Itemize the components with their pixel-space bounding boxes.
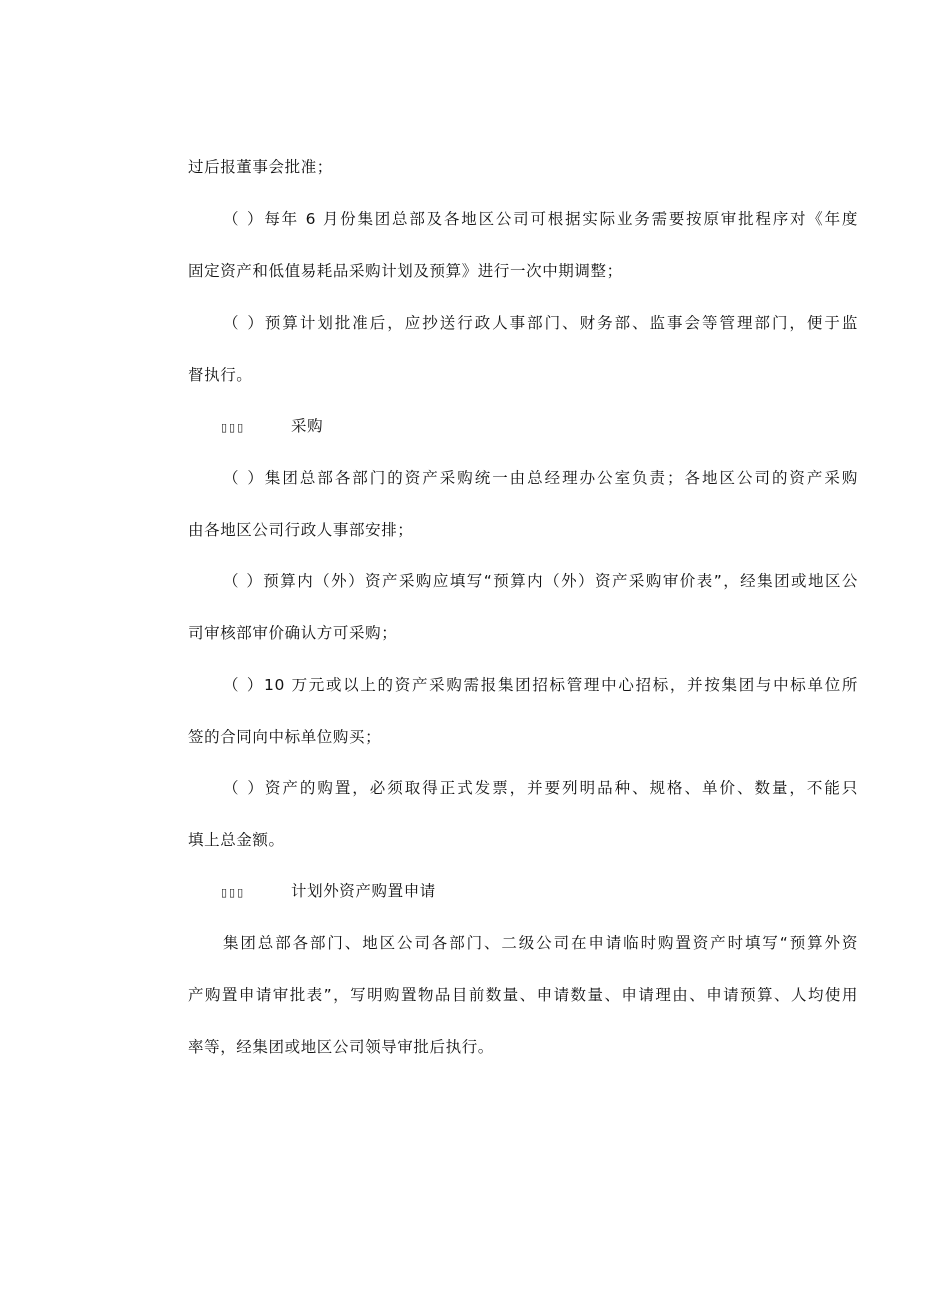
paragraph-line: （ ）集团总部各部门的资产采购统一由总经理办公室负责；各地区公司的资产采购 — [223, 469, 858, 487]
paragraph-line: 过后报董事会批准； — [188, 158, 333, 176]
paragraph-line: （ ）预算内（外）资产采购应填写“预算内（外）资产采购审价表”，经集团或地区公 — [223, 572, 858, 590]
paragraph-line: 集团总部各部门、地区公司各部门、二级公司在申请临时购置资产时填写“预算外资 — [223, 934, 858, 952]
section-heading — [221, 414, 323, 440]
paragraph-line: 由各地区公司行政人事部安排； — [188, 521, 414, 539]
section-heading — [221, 879, 436, 905]
paragraph-line: （ ）每年 6 月份集团总部及各地区公司可根据实际业务需要按原审批程序对《年度 — [223, 210, 858, 228]
paragraph-line: 司审核部审价确认方可采购； — [188, 624, 398, 642]
paragraph-line: 固定资产和低值易耗品采购计划及预算》进行一次中期调整； — [188, 262, 623, 280]
paragraph-line: （ ）10 万元或以上的资产采购需报集团招标管理中心招标，并按集团与中标单位所 — [223, 676, 858, 694]
paragraph-line: 率等，经集团或地区公司领导审批后执行。 — [188, 1038, 494, 1056]
paragraph-line: 产购置申请审批表”，写明购置物品目前数量、申请数量、申请理由、申请预算、人均使用 — [188, 986, 858, 1004]
section-title: 采购 — [291, 417, 324, 435]
paragraph-line: （ ）预算计划批准后，应抄送行政人事部门、财务部、监事会等管理部门，便于监 — [223, 314, 858, 332]
section-number: ▯▯▯ — [221, 421, 246, 434]
section-title: 计划外资产购置申请 — [291, 882, 436, 900]
paragraph-line: 督执行。 — [188, 366, 253, 384]
paragraph-line: （ ）资产的购置，必须取得正式发票，并要列明品种、规格、单价、数量，不能只 — [223, 779, 858, 797]
section-number: ▯▯▯ — [221, 886, 246, 899]
paragraph-line: 签的合同向中标单位购买； — [188, 728, 382, 746]
paragraph-line: 填上总金额。 — [188, 831, 285, 849]
